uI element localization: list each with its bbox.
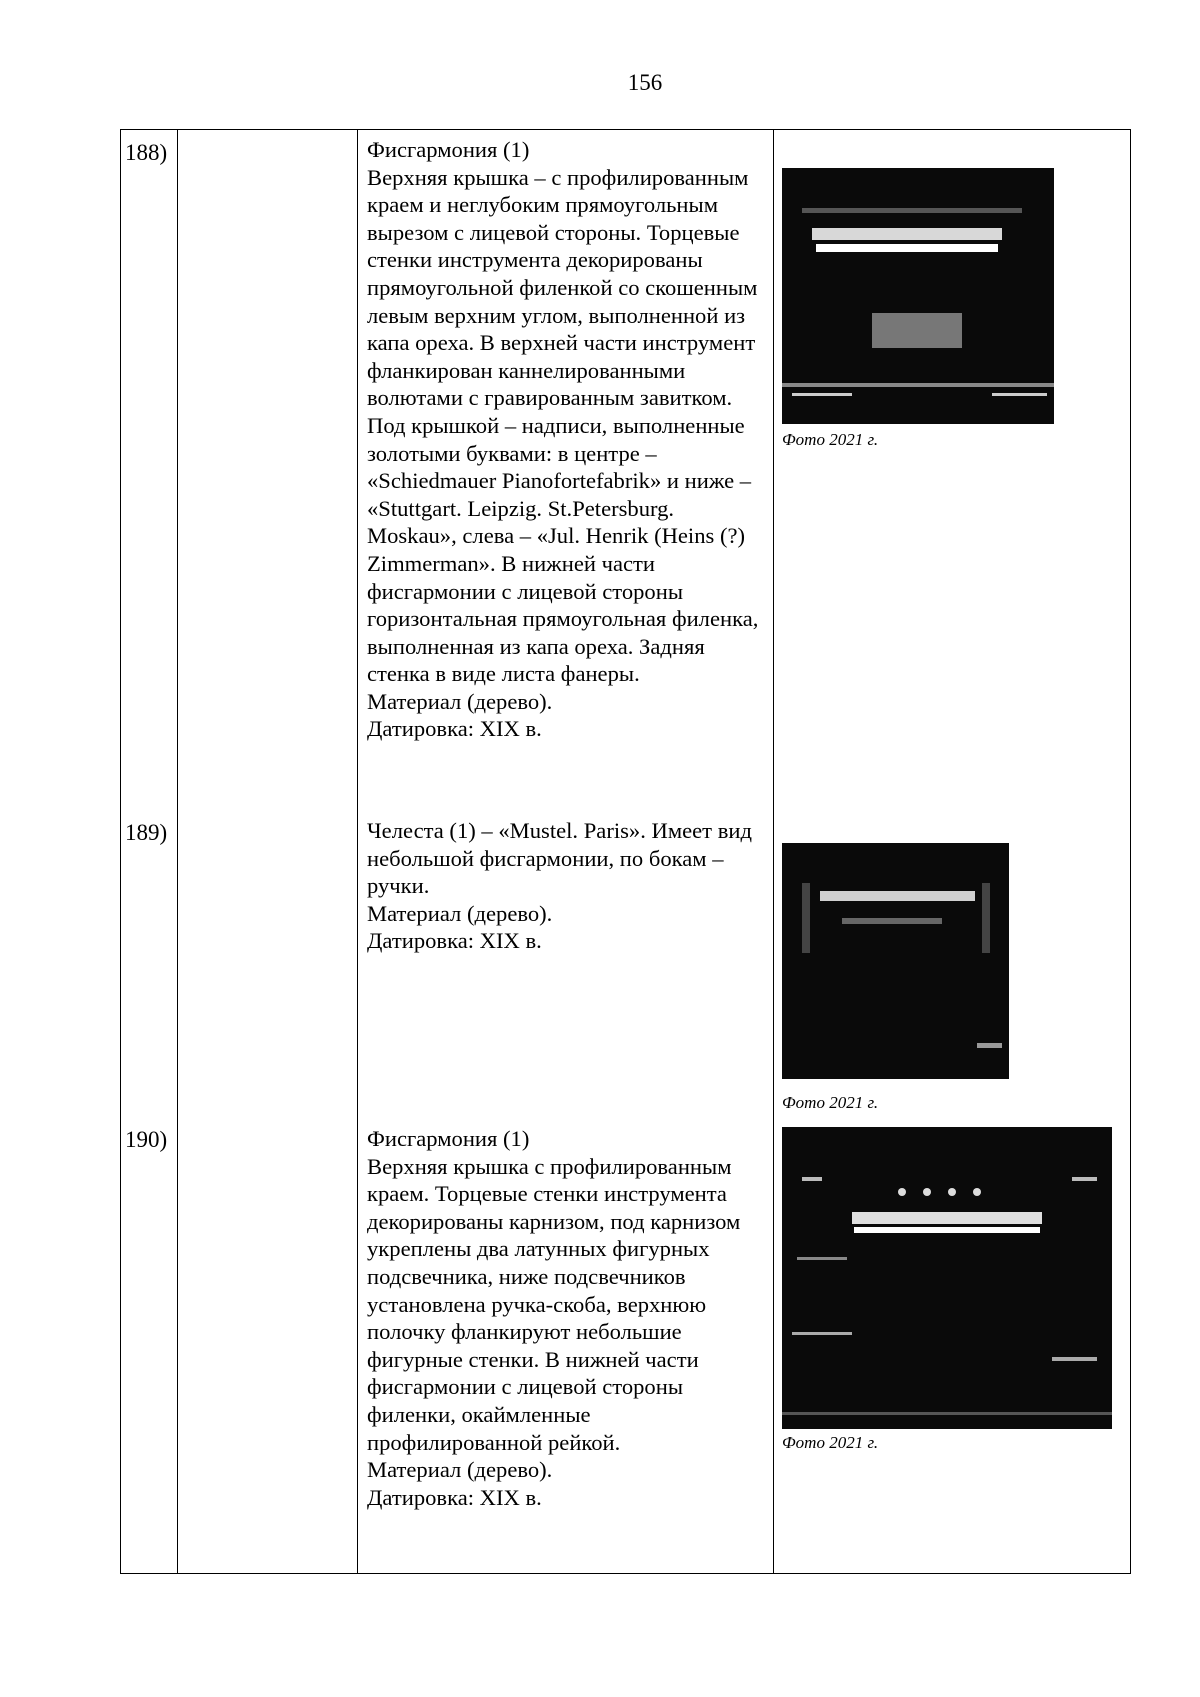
column-divider xyxy=(177,130,178,1573)
entry-photo xyxy=(782,843,1009,1079)
column-divider xyxy=(357,130,358,1573)
harmonium-photo-image xyxy=(782,168,1054,424)
inventory-table xyxy=(120,129,1131,1574)
entry-description: Челеста (1) – «Mustel. Paris». Имеет вид небольшой фисгармонии, по бокам – ручки. Материал (дерево). Датировка: XIX в. xyxy=(367,818,752,954)
entry-photo xyxy=(782,1127,1112,1429)
entry-description: Фисгармония (1) Верхняя крышка с профилированным краем. Торцевые стенки инструмента декорированы карнизом, под карнизом укреплены два латунных фигурных подсвечника, ниже подсвечников установлена ручка-скоба, верхнюю полочку фланкируют небольшие фигурные стенки. В нижней части фисгармонии с лицевой стороны филенки, окаймленные профилированной рейкой. Материал (дерево). Датировка: XIX в. xyxy=(367,1126,741,1510)
photo-caption: Фото 2021 г. xyxy=(782,1093,879,1112)
celesta-photo-image xyxy=(782,843,1009,1079)
photo-caption: Фото 2021 г. xyxy=(782,430,879,449)
page-number: 156 xyxy=(627,70,663,95)
column-divider xyxy=(773,130,774,1573)
entry-photo xyxy=(782,168,1054,424)
harmonium-photo-image xyxy=(782,1127,1112,1429)
entry-description: Фисгармония (1) Верхняя крышка – с профилированным краем и неглубоким прямоугольным вырезом с лицевой стороны. Торцевые стенки инструмента декорированы прямоугольной филенкой со скошенным левым верхним углом, выполненной из капа ореха. В верхней части инструмент фланкирован каннелированными волютами с гравированным завитком. Под крышкой – надписи, выполненные золотыми буквами: в центре – «Schiedmauer Pianofortefabrik» и ниже – «Stuttgart. Leipzig. St.Petersburg. Moskau», слева – «Jul. Henrik (Heins (?) Zimmerman». В нижней части фисгармонии с лицевой стороны горизонтальная прямоугольная филенка, выполненная из капа ореха. Задняя стенка в виде листа фанеры. Материал (дерево). Датировка: XIX в. xyxy=(367,137,759,742)
photo-caption: Фото 2021 г. xyxy=(782,1433,879,1452)
entry-number: 190) xyxy=(125,1127,168,1152)
entry-number: 188) xyxy=(125,140,168,165)
entry-number: 189) xyxy=(125,820,168,845)
